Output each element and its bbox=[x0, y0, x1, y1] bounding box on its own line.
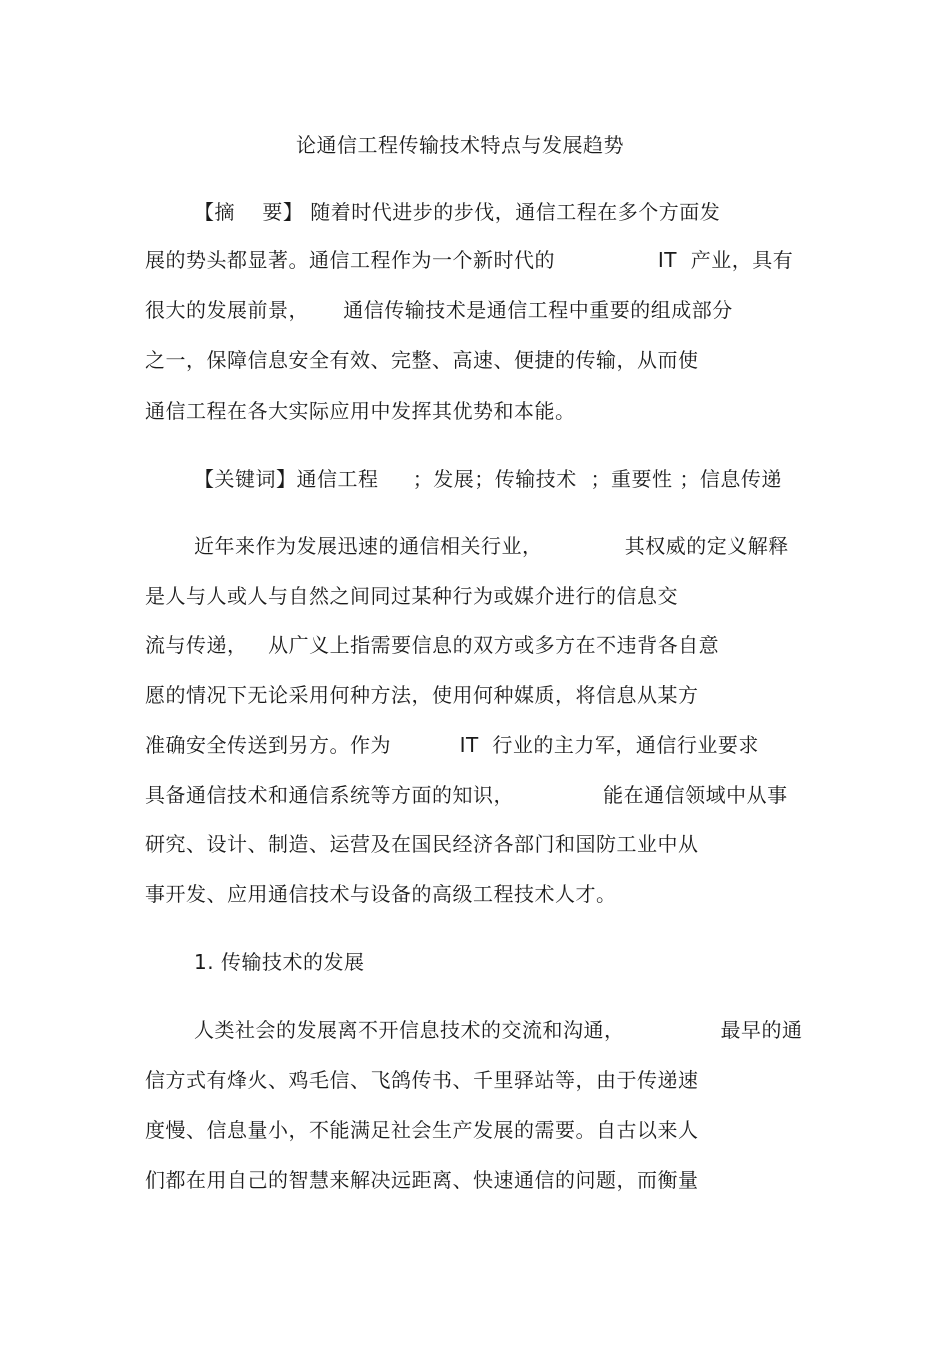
section1-line: 人类社会的发展离不开信息技术的交流和沟通， 最早的通 bbox=[194, 1018, 803, 1042]
section1-line: 度慢、信息量小，不能满足社会生产发展的需要。自古以来人 bbox=[145, 1118, 699, 1142]
document-title: 论通信工程传输技术特点与发展趋势 bbox=[296, 133, 624, 157]
intro-line: 是人与人或人与自然之间同过某种行为或媒介进行的信息交 bbox=[145, 584, 678, 608]
keywords-line: 【关键词】通信工程 ；发展；传输技术 ；重要性 ；信息传递 bbox=[194, 467, 782, 491]
intro-line: 流与传递， 从广义上指需要信息的双方或多方在不违背各自意 bbox=[145, 633, 720, 657]
section1-line: 们都在用自己的智慧来解决远距离、快速通信的问题，而衡量 bbox=[145, 1168, 699, 1192]
intro-line: 事开发、应用通信技术与设备的高级工程技术人才。 bbox=[145, 882, 617, 906]
intro-line: 研究、设计、制造、运营及在国民经济各部门和国防工业中从 bbox=[145, 832, 699, 856]
intro-line: 近年来作为发展迅速的通信相关行业， 其权威的定义解释 bbox=[194, 534, 789, 558]
intro-line: 愿的情况下无论采用何种方法，使用何种媒质，将信息从某方 bbox=[145, 683, 699, 707]
abstract-line: 通信工程在各大实际应用中发挥其优势和本能。 bbox=[145, 399, 576, 423]
intro-line: 准确安全传送到另方。作为 IT 行业的主力军，通信行业要求 bbox=[145, 733, 759, 757]
abstract-line: 之一，保障信息安全有效、完整、高速、便捷的传输，从而使 bbox=[145, 348, 699, 372]
section-heading: 1. 传输技术的发展 bbox=[194, 950, 365, 974]
section1-line: 信方式有烽火、鸡毛信、飞鸽传书、千里驿站等，由于传递速 bbox=[145, 1068, 699, 1092]
intro-line: 具备通信技术和通信系统等方面的知识， 能在通信领域中从事 bbox=[145, 783, 788, 807]
abstract-line: 【摘 要】 随着时代进步的步伐，通信工程在多个方面发 bbox=[194, 200, 721, 224]
abstract-line: 很大的发展前景， 通信传输技术是通信工程中重要的组成部分 bbox=[145, 298, 733, 322]
abstract-line: 展的势头都显著。通信工程作为一个新时代的 IT 产业，具有 bbox=[145, 248, 794, 272]
